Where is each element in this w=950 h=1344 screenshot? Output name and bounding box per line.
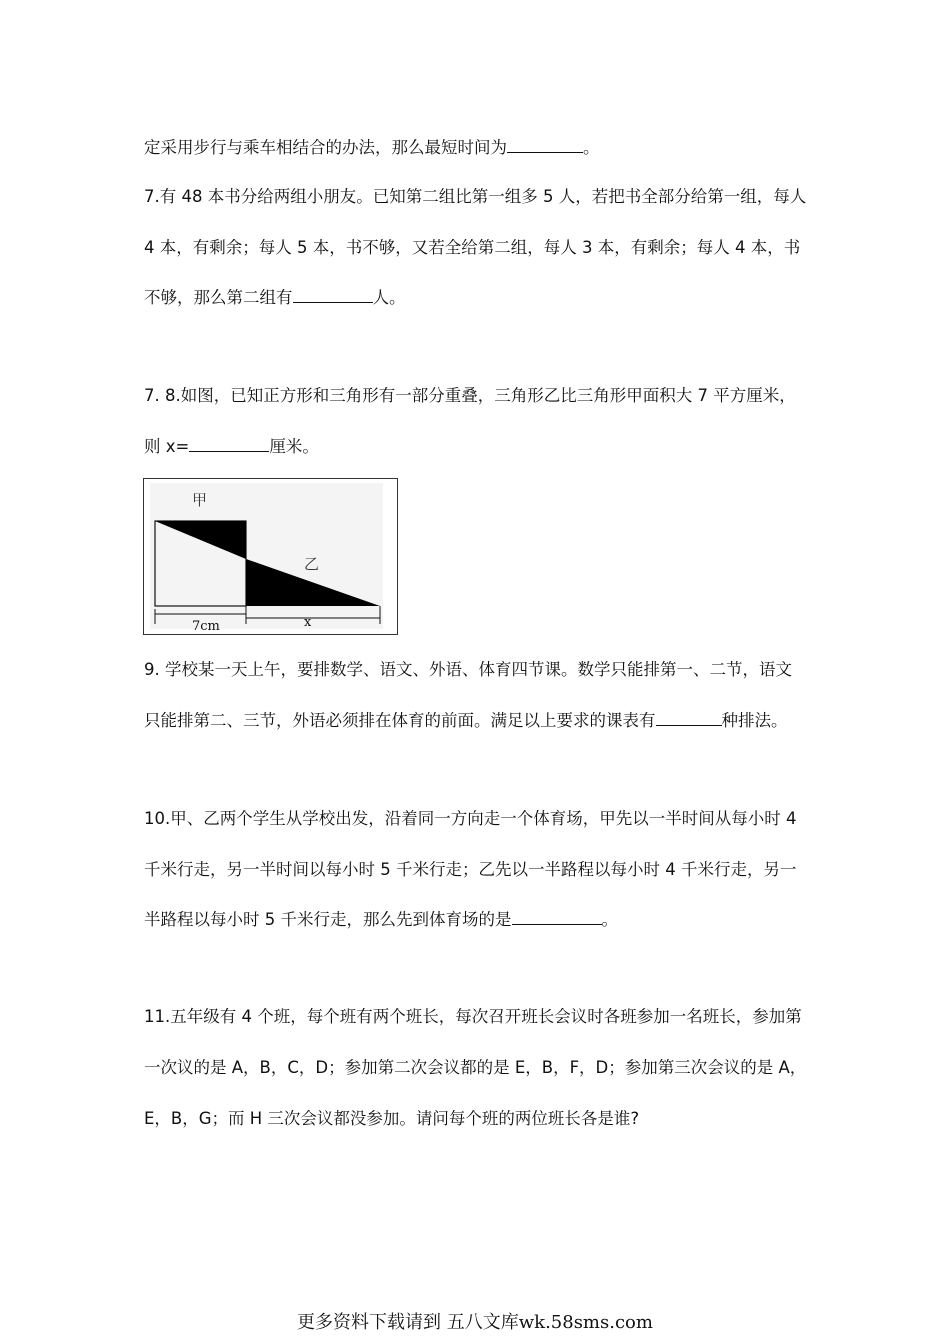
question-7-line-2: 4 本，有剩余；每人 5 本，书不够，又若全给第二组，每人 3 本，有剩余；每人 4 本，书	[144, 238, 801, 257]
question-text: 定采用步行与乘车相结合的办法，那么最短时间为	[144, 138, 507, 157]
answer-blank[interactable]	[293, 288, 373, 303]
geometry-figure	[143, 478, 398, 635]
question-8-line-1: 7. 8.如图，已知正方形和三角形有一部分重叠，三角形乙比三角形甲面积大 7 平方厘米，	[144, 386, 796, 405]
question-10-line-3	[144, 909, 618, 931]
label-7cm: 7cm	[192, 619, 220, 634]
question-text: 不够，那么第二组有	[144, 288, 293, 307]
question-7-line-1: 7.有 48 本书分给两组小朋友。已知第二组比第一组多 5 人，若把书全部分给第一组，每人	[144, 187, 807, 206]
question-11-line-2: 一次议的是 A，B，C，D；参加第二次会议都的是 E，B，F，D；参加第三次会议的是 A，	[144, 1058, 807, 1077]
label-yi: 乙	[304, 555, 320, 573]
question-9-line-1: 9. 学校某一天上午，要排数学、语文、外语、体育四节课。数学只能排第一、二节，语文	[144, 660, 792, 679]
question-text-end: 厘米。	[269, 437, 319, 456]
answer-blank[interactable]	[512, 910, 602, 925]
question-text-end: 种排法。	[721, 711, 788, 730]
question-11-line-1: 11.五年级有 4 个班，每个班有两个班长，每次召开班长会议时各班参加一名班长，参加第	[144, 1007, 802, 1026]
square-triangle-diagram	[144, 479, 397, 634]
question-10-line-1: 10.甲、乙两个学生从学校出发，沿着同一方向走一个体育场，甲先以一半时间从每小时 4	[144, 809, 797, 828]
answer-blank[interactable]	[189, 437, 269, 452]
question-text-end: 。	[601, 910, 618, 929]
question-text: 则 x=	[144, 437, 190, 456]
question-9-line-2	[144, 710, 788, 732]
question-11-line-3: E，B，G；而 H 三次会议都没参加。请问每个班的两位班长各是谁?	[144, 1109, 640, 1128]
question-6-continuation	[144, 137, 600, 159]
question-8-line-2	[144, 436, 319, 458]
question-text: 只能排第二、三节，外语必须排在体育的前面。满足以上要求的课表有	[144, 711, 656, 730]
question-text-end: 。	[583, 138, 600, 157]
label-x: x	[304, 615, 312, 630]
question-text-end: 人。	[372, 288, 406, 307]
question-7-line-3	[144, 287, 406, 309]
question-10-line-2: 千米行走，另一半时间以每小时 5 千米行走；乙先以一半路程以每小时 4 千米行走，另一	[144, 860, 797, 879]
page-footer: 更多资料下载请到 五八文库wk.58sms.com	[297, 1312, 653, 1333]
question-text: 半路程以每小时 5 千米行走，那么先到体育场的是	[144, 910, 512, 929]
answer-blank[interactable]	[507, 138, 583, 153]
label-jia: 甲	[192, 491, 208, 509]
answer-blank[interactable]	[656, 711, 722, 726]
